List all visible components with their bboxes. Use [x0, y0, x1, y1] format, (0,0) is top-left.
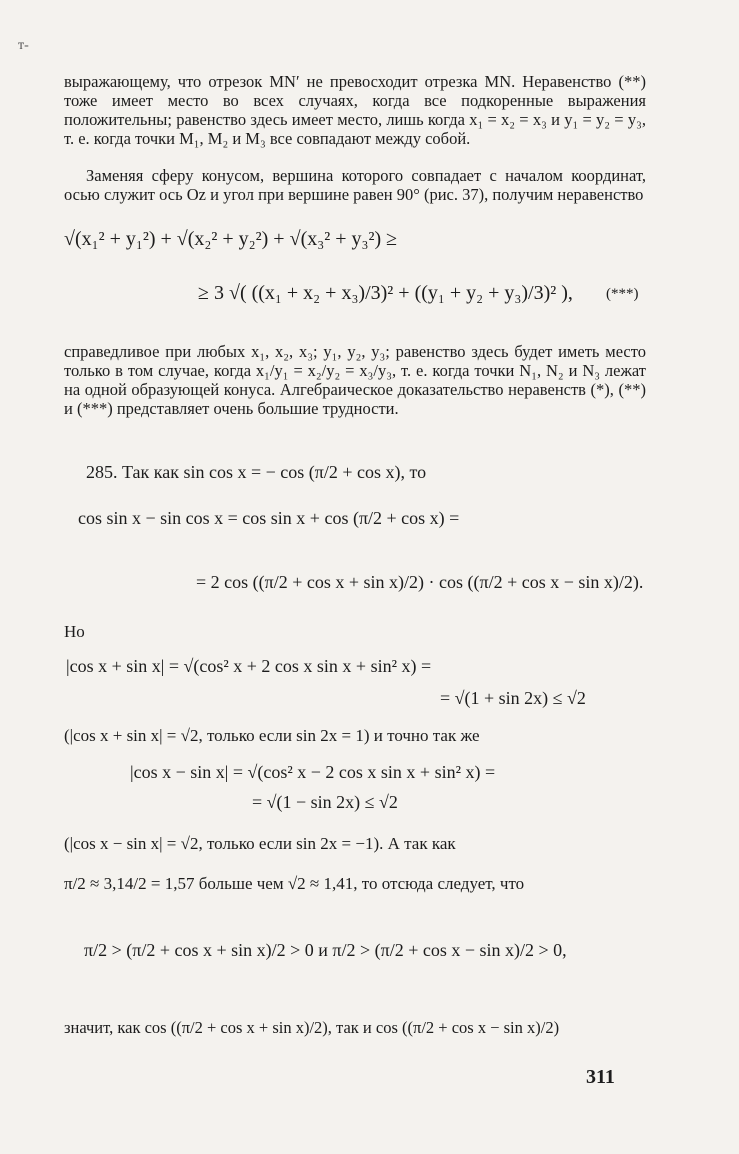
problem-285-line1	[86, 462, 426, 483]
page-number: 311	[586, 1066, 615, 1088]
no-label: Но	[64, 622, 85, 641]
cone-paragraph	[64, 166, 646, 204]
after-text: справедливое при любых x₁, x₂, x₃; y₁, y₂, y₃; равенство здесь будет иметь место только в том случае, когда x₁/y₁ = x₂/y₂ = x₃/y₃, т. е. когда точки N₁, N₂ и N₃ лежат на одной образующей конуса. Алгебраическое доказательство неравенств (*), (**) и (***) представляет очень большие трудности.	[64, 342, 646, 418]
abs-minus-line2: = √(1 − sin 2x) ≤ √2	[252, 792, 398, 812]
problem-285-line2: cos sin x − sin cos x = cos sin x + cos (π/2 + cos x) =	[78, 508, 460, 528]
bounds-inequality-line: π/2 > (π/2 + cos x + sin x)/2 > 0 и π/2 > (π/2 + cos x − sin x)/2 > 0,	[84, 940, 567, 960]
intro-paragraph	[64, 72, 646, 148]
problem-number: 285.	[86, 462, 118, 482]
corner-mark: т-	[18, 38, 29, 53]
inequality-3-tag: (***)	[606, 286, 639, 302]
inequality-3-line1: √(x₁² + y₁²) + √(x₂² + y₂²) + √(x₃² + y₃²) ≥	[64, 228, 398, 250]
abs-minus-note: (|cos x − sin x| = √2, только если sin 2x = −1). А так как	[64, 834, 456, 853]
cone-text: Заменяя сферу конусом, вершина которого совпадает с началом координат, осью служит ось Oz и угол при вершине равен 90° (рис. 37), получим неравенство	[64, 166, 646, 204]
after-paragraph	[64, 342, 646, 418]
problem-line1: Так как sin cos x = − cos (π/2 + cos x), то	[122, 462, 427, 482]
intro-text: выражающему, что отрезок MN′ не превосходит отрезка MN. Неравенство (**) тоже имеет место во всех случаях, когда все подкоренные выражения положительны; равенство здесь имеет место, лишь когда x₁ = x₂ = x₃ и y₁ = y₂ = y₃, т. е. когда точки M₁, M₂ и M₃ все совпадают между собой.	[64, 72, 646, 148]
problem-285-line3: = 2 cos ((π/2 + cos x + sin x)/2) · cos ((π/2 + cos x − sin x)/2).	[196, 572, 644, 592]
abs-minus-line1: |cos x − sin x| = √(cos² x − 2 cos x sin x + sin² x) =	[130, 762, 496, 782]
inequality-3-line2: ≥ 3 √( ((x₁ + x₂ + x₃)/3)² + ((y₁ + y₂ + y₃)/3)² ),	[198, 282, 573, 304]
abs-plus-note: (|cos x + sin x| = √2, только если sin 2x = 1) и точно так же	[64, 726, 480, 745]
final-line: значит, как cos ((π/2 + cos x + sin x)/2), так и cos ((π/2 + cos x − sin x)/2)	[64, 1018, 560, 1037]
abs-plus-line1: |cos x + sin x| = √(cos² x + 2 cos x sin x + sin² x) =	[66, 656, 432, 676]
pi-comparison-line: π/2 ≈ 3,14/2 = 1,57 больше чем √2 ≈ 1,41, то отсюда следует, что	[64, 874, 525, 893]
abs-plus-line2: = √(1 + sin 2x) ≤ √2	[440, 688, 586, 708]
